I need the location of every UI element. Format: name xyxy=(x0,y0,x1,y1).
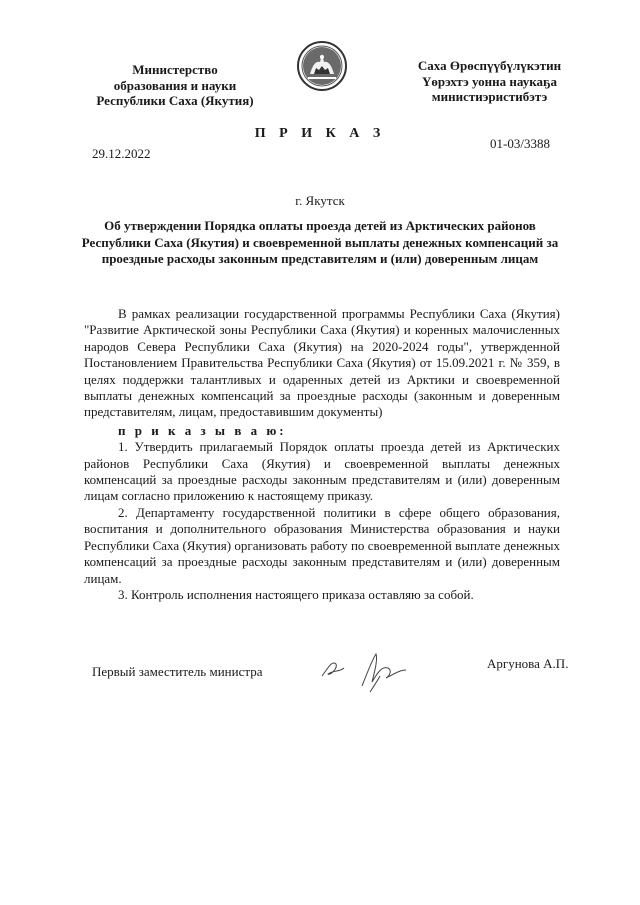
order-item-3: 3. Контроль исполнения настоящего приказа оставляю за собой. xyxy=(118,586,474,602)
city: г. Якутск xyxy=(295,193,345,208)
handwritten-signature xyxy=(318,646,428,694)
ministry-name-yakut-line-1: Саха Өрөспүүбүлүкэтин xyxy=(417,58,562,73)
order-item-2: 2. Департаменту государственной политики в сфере общего образования, воспитания и дополнительного образования Министерства образования и науки Республики Саха (Якутия) организовать работу по своевременной выплате денежных компенсаций за проездные расходы законным представителям и (или) доверенным лицам. xyxy=(84,504,560,586)
document-type: П Р И К А З xyxy=(254,126,386,141)
ministry-name-yakut xyxy=(372,58,607,105)
ministry-name-yakut-line-3: министиэристибэтэ xyxy=(431,89,548,104)
order-word: п р и к а з ы в а ю: xyxy=(118,422,287,438)
preamble-paragraph: В рамках реализации государственной программы Республики Саха (Якутия) "Развитие Арктической зоны Республики Саха (Якутия) и коренных малочисленных народов Севера Республики Саха (Якутия) на 2020-2024 годы", утвержденной Постановлением Правительства Республики Саха (Якутия) от 15.09.2021 г. № 359, в целях поддержки талантливых и одаренных детей из Арктики и своевременной выплаты денежных компенсаций за проездные расходы (законным и доверенным представителям, лицам, предоставившим документы) xyxy=(84,306,560,420)
order-date: 29.12.2022 xyxy=(92,146,151,161)
ministry-name-line-1: Министерство xyxy=(132,62,218,77)
order-subject: Об утверждении Порядка оплаты проезда детей из Арктических районов Республики Саха (Якутия) и своевременной выплаты денежных компенсаций за проездные расходы законным представителям и (или) доверенным лицам xyxy=(81,218,559,266)
signatory-position: Первый заместитель министра xyxy=(92,664,263,679)
ministry-name-line-2: образования и науки xyxy=(113,77,237,93)
signatory-name: Аргунова А.П. xyxy=(487,656,569,671)
order-number: 01-03/3388 xyxy=(490,136,550,151)
ministry-name-yakut-line-2: Үөрэхтэ уонна наукаҕа xyxy=(421,73,557,89)
order-item-1: 1. Утвердить прилагаемый Порядок оплаты проезда детей из Арктических районов Республики Саха (Якутия) и своевременной выплаты денежных компенсаций за проездные расходы законным представителям и (или) доверенным лицам согласно приложению к настоящему приказу. xyxy=(84,439,560,504)
order-body xyxy=(84,306,560,603)
ministry-name-line-3: Республики Саха (Якутия) xyxy=(96,93,254,108)
ministry-name-russian xyxy=(60,62,290,109)
coat-of-arms-emblem xyxy=(296,40,348,92)
